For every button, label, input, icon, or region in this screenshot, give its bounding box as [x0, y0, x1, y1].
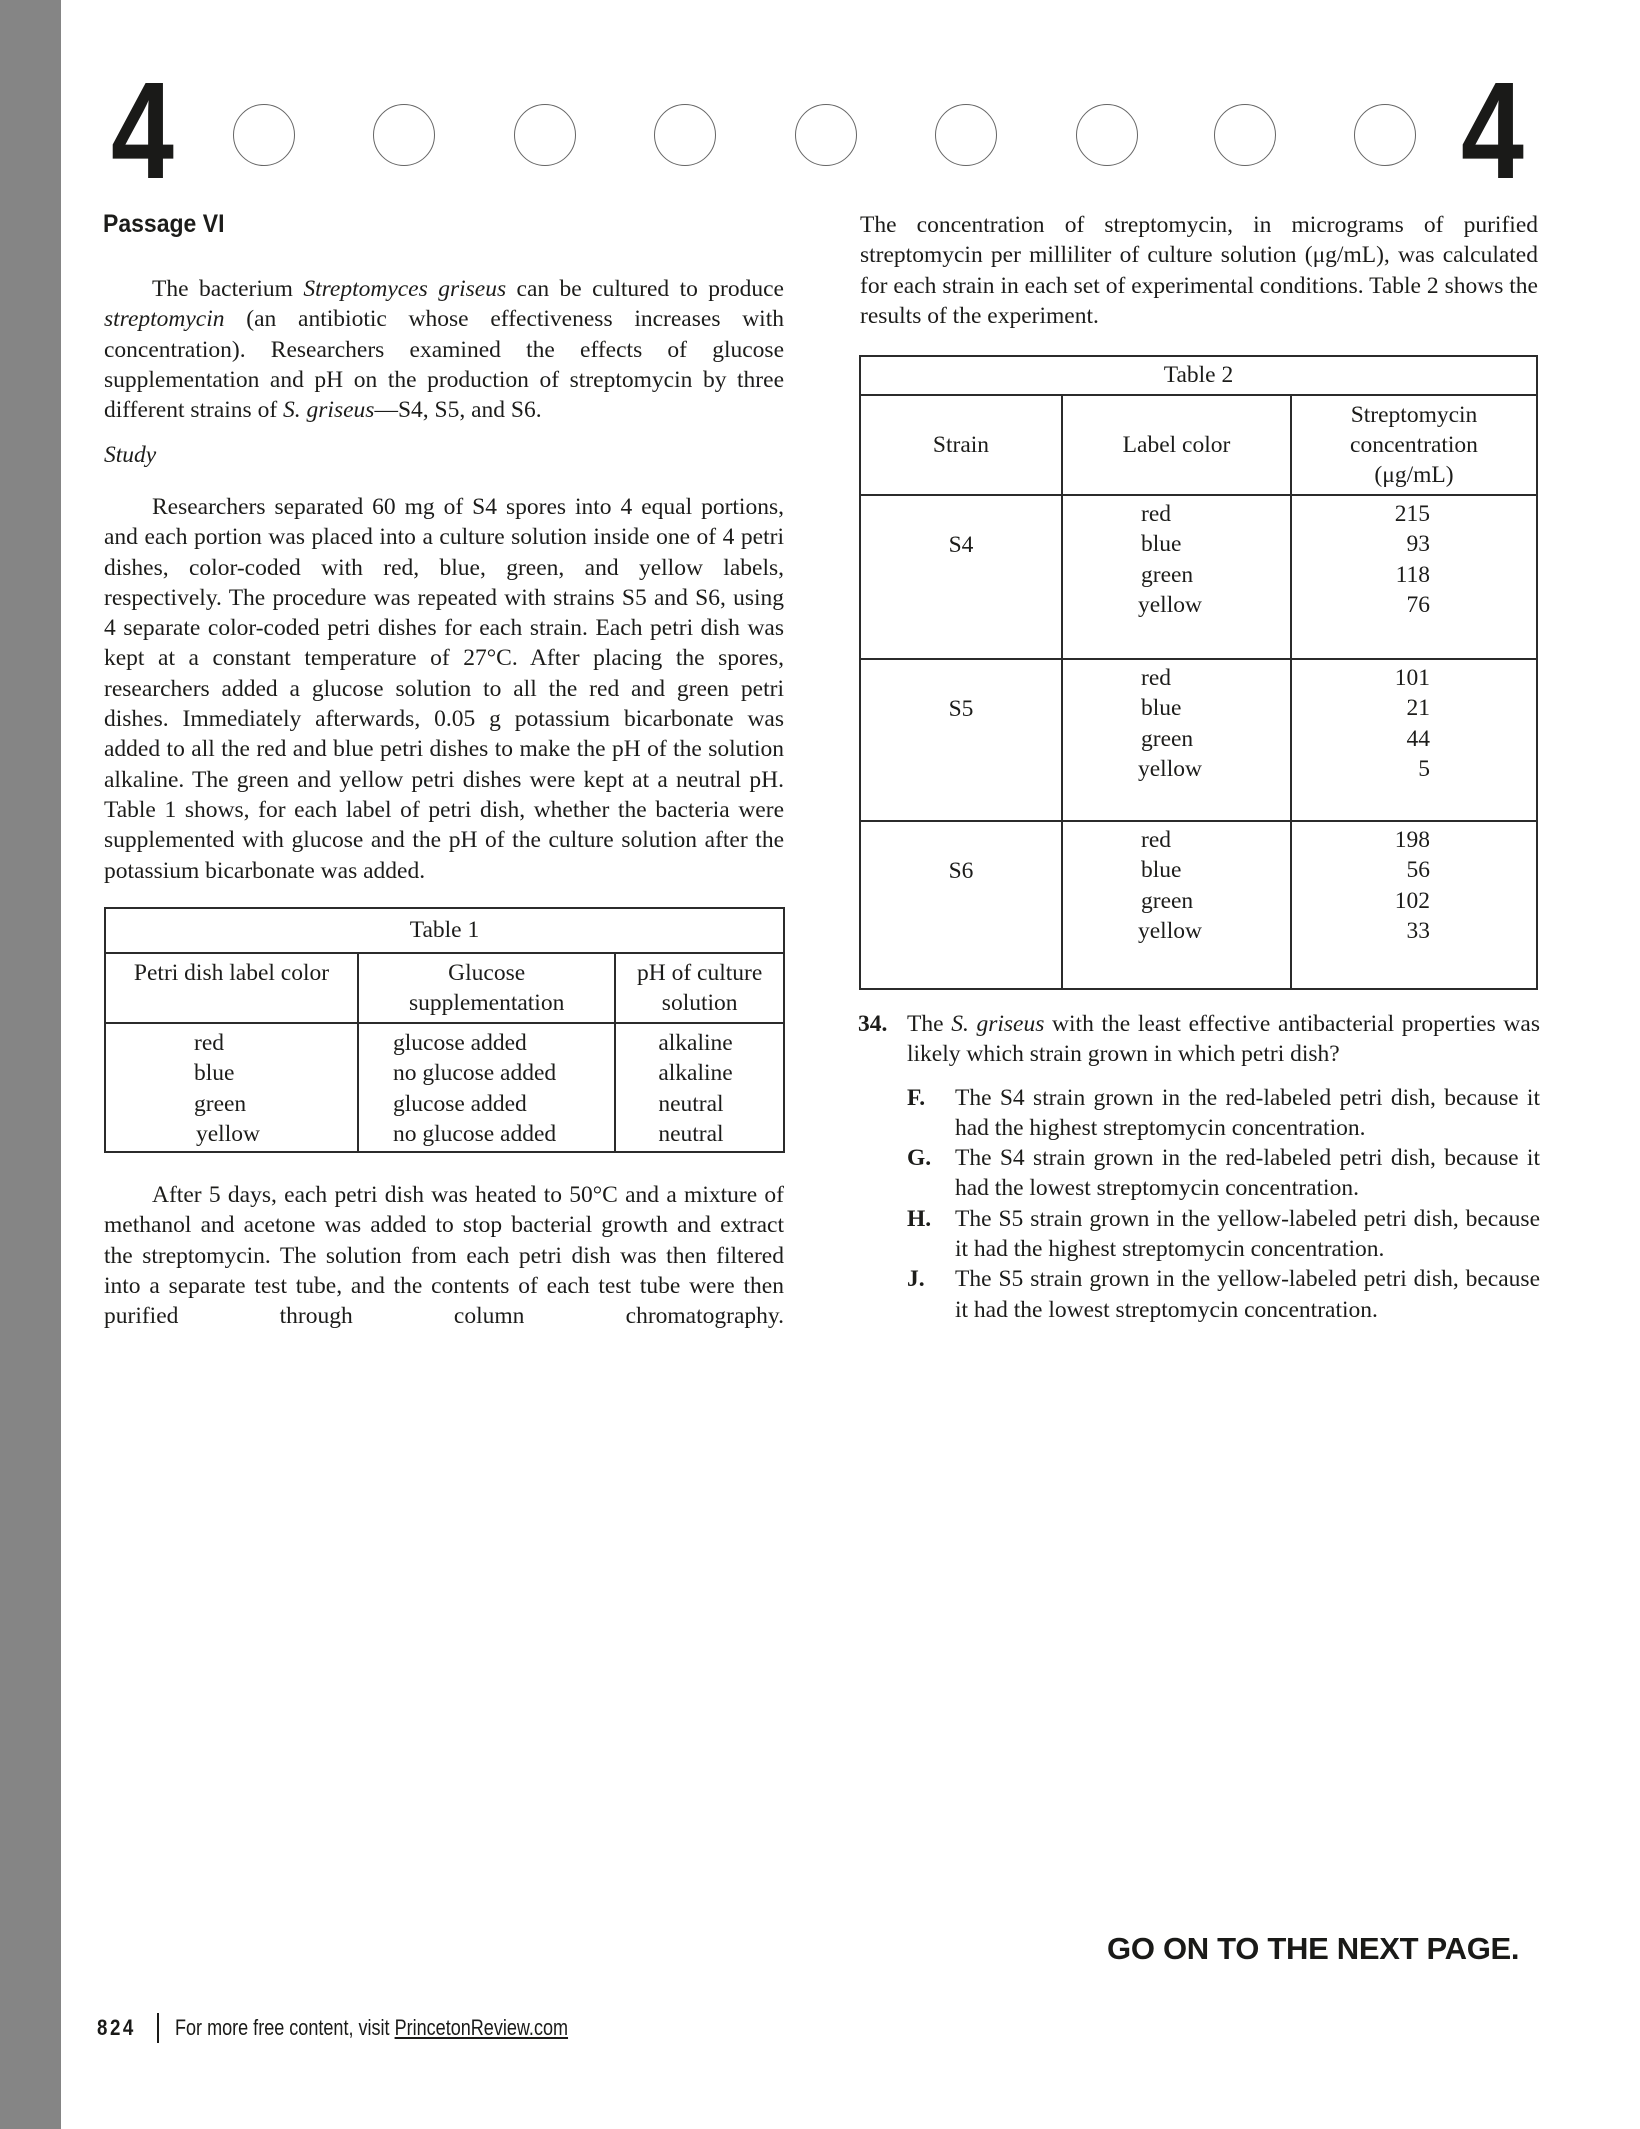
answer-option-g[interactable]	[907, 1143, 1540, 1204]
concentration-cell	[1291, 821, 1537, 989]
princeton-review-link[interactable]: PrincetonReview.com	[394, 2015, 569, 2040]
table-cell: blue	[1141, 695, 1182, 722]
table-1-header-col2-text: Glucose supplementation	[409, 960, 565, 1017]
circle-icon	[1214, 104, 1276, 166]
table-cell: no glucose added	[393, 1120, 557, 1147]
table-2	[859, 355, 1538, 990]
footer-promo	[175, 2014, 568, 2042]
table-2-header-strain: Strain	[860, 395, 1062, 495]
option-text: The S4 strain grown in the red-labeled petri dish, because it had the lowest streptomycin concentration.	[955, 1145, 1540, 1202]
option-letter: H.	[907, 1205, 932, 1232]
circle-icon	[373, 104, 435, 166]
table-cell: yellow	[196, 1120, 260, 1147]
intro-text: can be cultured to produce	[506, 276, 784, 302]
footer-divider	[157, 2013, 159, 2043]
table-cell: red	[1141, 665, 1172, 691]
passage-title: Passage VI	[103, 210, 225, 238]
table-cell: green	[194, 1090, 247, 1117]
answer-option-f[interactable]	[907, 1083, 1540, 1144]
table-cell: 76	[1406, 591, 1430, 618]
question-stem	[858, 1009, 1540, 1070]
table-1-header-col2	[358, 953, 615, 1023]
footer-promo-text: For more free content, visit	[175, 2015, 395, 2040]
table-1-header-col3	[615, 953, 784, 1023]
option-text: The S5 strain grown in the yellow-labeled petri dish, because it had the highest streptomycin concentration.	[955, 1205, 1540, 1263]
strain-cell: S4	[860, 495, 1062, 659]
answer-option-h[interactable]	[907, 1204, 1540, 1265]
table-2-header-label-color: Label color	[1062, 395, 1291, 495]
table-cell: glucose added	[393, 1030, 527, 1056]
table-cell: red	[1141, 827, 1172, 853]
study-paragraph-2-text: After 5 days, each petri dish was heated to 50°C and a mixture of methanol and acetone was added to stop bacterial growth and extract the streptomycin. The solution from each petri dish was then filtered into a separate test tube, and the contents of each test tube were then purified through column chromatography.	[104, 1182, 784, 1330]
study-paragraph-1	[104, 492, 784, 886]
table-cell: blue	[1141, 857, 1182, 884]
question-number: 34.	[858, 1011, 888, 1037]
label-color-cell	[1062, 821, 1291, 989]
option-text: The S5 strain grown in the yellow-labeled petri dish, because it had the lowest streptomycin concentration.	[955, 1266, 1540, 1323]
table-cell: 44	[1406, 725, 1430, 752]
option-letter: F.	[907, 1084, 926, 1111]
circle-icon	[935, 104, 997, 166]
stem-text: with the least effective antibacterial properties was likely which strain grown in which petri dish?	[907, 1011, 1540, 1068]
strain-cell: S6	[860, 821, 1062, 989]
circle-icon	[1076, 104, 1138, 166]
table-cell: yellow	[1138, 591, 1202, 618]
table-cell: neutral	[658, 1090, 724, 1117]
concentration-cell	[1291, 659, 1537, 821]
table-1-title: Table 1	[105, 908, 784, 953]
circle-icon	[654, 104, 716, 166]
table-cell: 101	[1394, 665, 1430, 691]
results-paragraph	[860, 210, 1538, 331]
table-1	[104, 907, 785, 1153]
table-cell: 93	[1406, 531, 1430, 558]
table-cell: neutral	[658, 1120, 724, 1147]
circle-icon	[233, 104, 295, 166]
answer-options	[858, 1083, 1540, 1325]
table-1-col2-values	[358, 1023, 615, 1152]
page-number: 824	[97, 2015, 136, 2040]
circle-icon	[514, 104, 576, 166]
header-line: Streptomycin	[1350, 401, 1478, 428]
option-letter: J.	[907, 1266, 925, 1293]
section-number-right: 4	[1461, 54, 1524, 208]
passage-intro	[104, 274, 784, 425]
results-paragraph-text: The concentration of streptomycin, in micrograms of purified streptomycin per milliliter of culture solution (μg/mL), was calculated for each strain in each set of experimental conditions. Table 2 shows the results of the experiment.	[860, 212, 1538, 329]
table-1-header-col1: Petri dish label color	[105, 953, 358, 1023]
table-cell: glucose added	[393, 1090, 527, 1117]
question-34	[858, 1009, 1540, 1325]
header-line: concentration	[1350, 431, 1478, 458]
table-cell: blue	[1141, 531, 1182, 558]
header-line: (μg/mL)	[1374, 462, 1454, 489]
table-1-col3-values	[615, 1023, 784, 1152]
study-paragraph-1-text: Researchers separated 60 mg of S4 spores into 4 equal portions, and each portion was placed into a culture solution inside one of 4 petri dishes, color-coded with red, blue, green, and yellow labels, respectively. The procedure was repeated with strains S5 and S6, using 4 separate color-coded petri dishes for each strain. Each petri dish was kept at a constant temperature of 27°C. After placing the spores, researchers added a glucose solution to all the red and green petri dishes. Immediately afterwards, 0.05 g potassium bicarbonate was added to all the red and blue petri dishes to make the pH of the solution alkaline. The green and yellow petri dishes were kept at a neutral pH. Table 1 shows, for each label of petri dish, whether the bacteria were supplemented with glucose and the pH of the culture solution after the potassium bicarbonate was added.	[104, 494, 784, 884]
table-cell: alkaline	[658, 1030, 733, 1056]
table-cell: green	[1141, 887, 1194, 914]
option-text: The S4 strain grown in the red-labeled petri dish, because it had the highest streptomycin concentration.	[955, 1084, 1540, 1141]
table-2-title: Table 2	[860, 356, 1537, 395]
intro-italic-species-short: S. griseus	[283, 397, 375, 424]
table-row-s6	[860, 821, 1537, 989]
table-cell: 21	[1406, 695, 1430, 722]
page-footer	[97, 2013, 654, 2043]
answer-option-j[interactable]	[907, 1264, 1540, 1325]
section-number-left: 4	[111, 54, 174, 208]
table-cell: yellow	[1138, 917, 1202, 944]
intro-text: —S4, S5, and S6.	[374, 397, 542, 424]
table-cell: red	[1141, 501, 1172, 527]
stem-italic: S. griseus	[951, 1011, 1045, 1037]
intro-text: The bacterium	[152, 276, 304, 302]
intro-text: (an antibiotic whose effectiveness increases with concentration). Researchers examined the effects of glucose supplementation and pH on the production of streptomycin by three different strains of	[104, 306, 784, 424]
study-heading: Study	[104, 442, 157, 468]
table-1-col1-values	[105, 1023, 358, 1152]
table-cell: 198	[1394, 827, 1430, 853]
circle-icon	[1354, 104, 1416, 166]
table-cell: red	[194, 1030, 225, 1056]
stem-text: The	[907, 1011, 952, 1037]
go-on-next-page: GO ON TO THE NEXT PAGE.	[1107, 1931, 1520, 1966]
label-color-cell	[1062, 659, 1291, 821]
table-cell: 102	[1394, 887, 1430, 914]
table-cell: yellow	[1138, 755, 1202, 782]
table-cell: 118	[1395, 561, 1430, 588]
table-cell: blue	[194, 1060, 235, 1087]
label-color-cell	[1062, 495, 1291, 659]
table-cell: alkaline	[658, 1060, 733, 1087]
page-edge-bar	[0, 0, 61, 2129]
table-cell: 33	[1406, 917, 1430, 944]
table-1-header-col3-text: pH of culture solution	[637, 960, 763, 1017]
table-row-s4	[860, 495, 1537, 659]
intro-italic-species: Streptomyces griseus	[303, 276, 507, 302]
option-letter: G.	[907, 1145, 932, 1172]
strain-cell: S5	[860, 659, 1062, 821]
table-cell: 215	[1394, 501, 1430, 527]
study-paragraph-2	[104, 1180, 784, 1331]
circle-icon	[795, 104, 857, 166]
table-cell: 5	[1418, 755, 1430, 782]
table-row-s5	[860, 659, 1537, 821]
table-cell: 56	[1406, 857, 1430, 884]
table-cell: no glucose added	[393, 1060, 557, 1087]
table-2-header-concentration	[1291, 395, 1537, 495]
intro-italic-term: streptomycin	[104, 306, 225, 333]
concentration-cell	[1291, 495, 1537, 659]
table-cell: green	[1141, 561, 1194, 588]
table-cell: green	[1141, 725, 1194, 752]
